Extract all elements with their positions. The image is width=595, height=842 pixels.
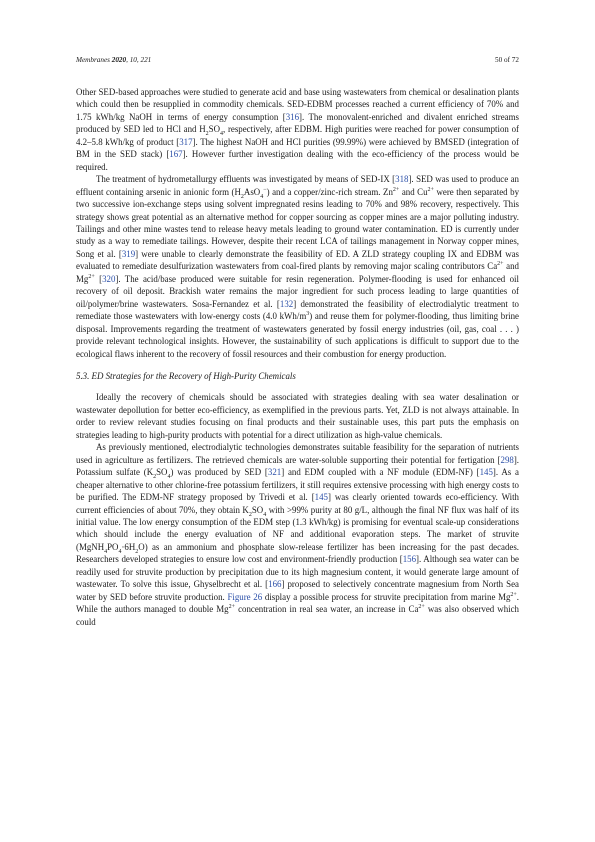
text: ] demonstrated the feasibility of electrodialytic treatment to remediate those wastewaters with low-energy costs (4.0 kWh/m xyxy=(76,298,519,322)
text: were then separated by two successive ion-exchange steps using solvent impregnated resins leading to 70% and 98% recovery, respectively. This strategy shows great potential as an alternative method for copper sourcing as copper mines are a major polluting industry. Tailings and other mine wastes tend to release heavy metals leading to ground water contamination. ED is currently under study as a way to remediate tailings. However, despite their recent LCA of tailings management in Norway copper mines, Song et al. [ xyxy=(76,186,520,259)
superscript: 2+ xyxy=(228,604,235,611)
text: concentration in real sea water, an increase in Ca xyxy=(235,604,419,615)
text: ) was produced by SED [ xyxy=(170,467,268,478)
citation-link[interactable]: 156 xyxy=(402,554,417,565)
subscript: 4 xyxy=(118,548,122,555)
paragraph-1 xyxy=(76,86,519,173)
running-header xyxy=(76,56,519,68)
text: AsO xyxy=(243,186,261,197)
citation-link[interactable]: 167 xyxy=(169,149,183,160)
citation-link[interactable]: 319 xyxy=(121,248,136,259)
subscript: 4 xyxy=(263,511,267,518)
text: ]. The acid/base produced were suitable for resin regeneration. Polymer-flooding is used for enhanced oil recovery of oil deposit. Brackish water remains the major ingredient for such process leading to large quantities of oil/polymer/brine wastewaters. Sosa-Fernandez et al. [ xyxy=(76,273,519,309)
text: with >99% purity at 80 g/L, although the final NF flux was half of its initial value. The low energy consumption of the EDM step (1.3 kWh/kg) is promising for eventual scale-up considerations which should include the energy evaluation of NF and additional evaporation steps. The market of struvite (MgNH xyxy=(76,504,519,552)
text: ) and a copper/zinc-rich stream. Zn xyxy=(266,186,393,197)
superscript: 2+ xyxy=(418,604,425,611)
paragraph-2 xyxy=(76,173,519,360)
page-body xyxy=(76,86,519,628)
superscript: 2+ xyxy=(497,261,504,268)
superscript: 2+ xyxy=(88,273,95,280)
subscript: 2 xyxy=(205,131,209,138)
text: and Cu xyxy=(399,186,428,197)
subscript: 4 xyxy=(104,548,108,555)
text: ] was clearly oriented towards eco-efficiency. With current efficiencies of about 70%, they obtain K xyxy=(76,492,519,515)
text: ·6H xyxy=(121,541,136,552)
citation-link[interactable]: 321 xyxy=(267,467,282,478)
text: ]. However further investigation dealing with the eco-efficiency of the process would be required. xyxy=(76,149,519,172)
subscript: 4 xyxy=(260,193,264,200)
text: ) and reuse them for polymer-flooding, thus limiting brine disposal. Improvements regarding the treatment of wastewaters generated by fossil energy industries (oil, gas, coal . . . ) provide relevant technological insights. However, the sustainability of such applications is difficult to support due to the ecological flaws inherent to the recovery of fossil resources and their combustion for energy production. xyxy=(76,311,519,359)
text: SO xyxy=(251,504,264,515)
text: PO xyxy=(107,541,119,552)
citation-link[interactable]: 316 xyxy=(285,111,299,122)
subscript: 4 xyxy=(167,473,171,480)
subscript: 4 xyxy=(220,131,223,138)
text: ]. Although sea water can be readily used for struvite production by precipitation due to its high magnesium content, it would generate large amount of wastewater. To solve this issue, Ghyselbrecht et al. [ xyxy=(76,554,519,590)
text: was also observed which could xyxy=(76,604,519,627)
text: As previously mentioned, electrodialytic technologies demonstrates suitable feasibility for the separation of nutrients used in agriculture as fertilizers. The retrieved chemicals are water-soluble supporting their potential for fertigation [ xyxy=(76,442,519,465)
text: and Mg xyxy=(76,261,519,284)
citation-link[interactable]: 318 xyxy=(395,174,409,185)
text: O) as an ammonium and phosphate slow-release fertilizer has been increasing for the past decades. Researchers developed strategies to ensure low cost and environment-friendly production [ xyxy=(76,541,519,565)
text: Other SED-based approaches were studied to generate acid and base using wastewaters from chemical or desalination plants which could then be resupplied in commodity chemicals. SED-EDBM processes reached a current efficiency of 70% and 1.75 kWh/kg NaOH in terms of energy consumption [ xyxy=(76,87,519,122)
page-number: 50 of 72 xyxy=(495,56,519,64)
text: ]. Potassium sulfate (K xyxy=(76,454,519,478)
subscript: 2 xyxy=(135,548,139,555)
citation-link[interactable]: 166 xyxy=(268,579,282,590)
figure-link[interactable]: Figure 26 xyxy=(227,591,263,602)
citation-link[interactable]: 145 xyxy=(479,467,493,478)
text: ]. SED was used to produce an effluent containing arsenic in anionic form (H xyxy=(76,174,519,197)
paragraph-4 xyxy=(76,441,519,628)
citation-link[interactable]: 320 xyxy=(102,273,116,284)
citation-link[interactable]: 298 xyxy=(500,454,514,465)
citation-link[interactable]: 145 xyxy=(314,492,328,503)
subscript: 2 xyxy=(153,473,157,480)
text: SO xyxy=(156,467,168,478)
paragraph-3: Ideally the recovery of chemicals should be associated with strategies dealing with sea water desalination or wastewater depollution for better eco-efficiency, as exemplified in the previous parts. Yet, ZLD is not always attainable. In order to review relevant studies focusing on final products and their sustainable uses, this part puts the emphasis on strategies leading to high-purity products with potential for a direct utilization as high-value chemicals. xyxy=(76,392,519,440)
text: ] and EDM coupled with a NF module (EDM-NF) [ xyxy=(281,467,480,478)
superscript: 2+ xyxy=(392,186,400,193)
journal-volume: , 10, 221 xyxy=(126,56,152,64)
text: , respectively, after EDBM. High purities were reached for power consumption of 4.2–5.8 kWh/kg of product [ xyxy=(76,124,519,147)
superscript: − xyxy=(263,186,267,193)
text: ] were unable to clearly demonstrate the feasibility of ED. A ZLD strategy coupling IX and EDBM was evaluated to remediate desulfurization wastewaters from coal-fired plants by removing major scaling contributors Ca xyxy=(76,248,519,272)
journal-year: 2020 xyxy=(111,56,127,64)
text: ] proposed to selectively concentrate magnesium from North Sea water by SED before struvite production. xyxy=(76,579,519,602)
superscript: 2+ xyxy=(510,591,517,598)
text: SO xyxy=(208,124,220,135)
text: display a possible process for struvite precipitation from marine Mg xyxy=(262,591,511,602)
citation-link[interactable]: 317 xyxy=(179,136,193,147)
text: ]. The monovalent-enriched and divalent enriched streams produced by SED led to HCl and H xyxy=(76,111,519,135)
text: . While the authors managed to double Mg xyxy=(76,591,520,615)
subscript: 2 xyxy=(240,193,244,200)
text: The treatment of hydrometallurgy effluents was investigated by means of SED-IX [ xyxy=(96,174,396,185)
journal-name: Membranes xyxy=(76,56,110,64)
section-heading: 5.3. ED Strategies for the Recovery of High-Purity Chemicals xyxy=(76,370,296,381)
text: ]. As a cheaper alternative to other chlorine-free potassium fertilizers, it still requires extensive processing with high energy costs to be purified. The EDM-NF strategy proposed by Trivedi et al. [ xyxy=(76,467,519,503)
subscript: 2 xyxy=(248,511,252,518)
superscript: 2+ xyxy=(427,186,434,193)
citation-link[interactable]: 132 xyxy=(279,298,294,309)
superscript: 3 xyxy=(306,311,310,318)
text: ]. The highest NaOH and HCl purities (99.99%) were achieved by BMSED (integration of BM in the SED stack) [ xyxy=(76,136,519,160)
journal-citation xyxy=(76,56,151,64)
text: [ xyxy=(94,273,103,284)
